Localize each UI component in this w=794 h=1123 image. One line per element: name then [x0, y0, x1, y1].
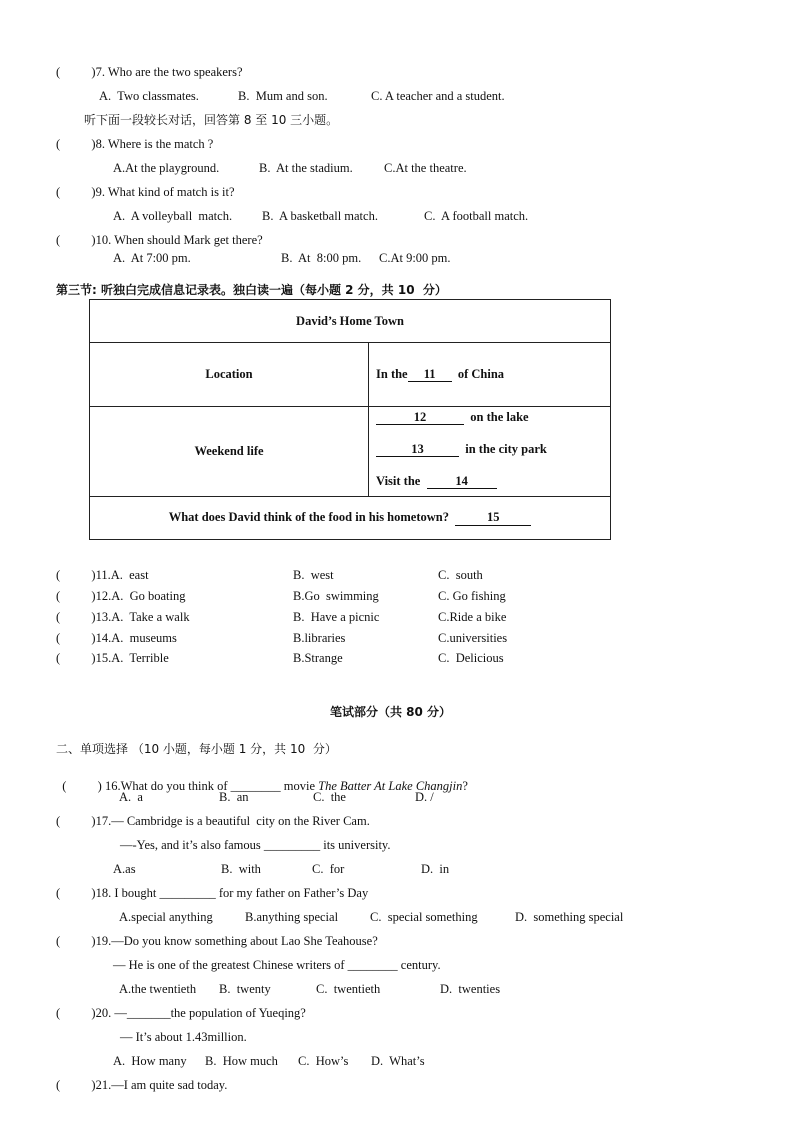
blank-15: 15 — [455, 511, 531, 525]
option-15-b: B.Strange — [293, 651, 343, 665]
question-17-stem: ( )17.— Cambridge is a beautiful city on the River Cam. — [56, 814, 370, 828]
q20-option-a: A. How many — [113, 1054, 187, 1068]
question-21-stem: ( )21.—I am quite sad today. — [56, 1078, 228, 1092]
option-13-b: B. Have a picnic — [293, 610, 380, 624]
q17-option-d: D. in — [421, 862, 450, 876]
q19-option-c: C. twentieth — [316, 982, 381, 996]
q17-option-a: A.as — [113, 862, 136, 876]
long-dialogue-instruction: 听下面一段较长对话，回答第 8 至 10 三小题。 — [84, 113, 339, 127]
question-9-option-a: A. A volleyball match. — [113, 209, 233, 223]
row12-post: on the lake — [470, 410, 529, 424]
q19-option-a: A.the twentieth — [119, 982, 197, 996]
q16-option-b: B. an — [219, 790, 249, 804]
q16-blank: ________ — [230, 778, 281, 793]
location-post: of China — [457, 366, 505, 381]
question-10-option-a: A. At 7:00 pm. — [113, 251, 191, 265]
q17-option-c: C. for — [312, 862, 345, 876]
option-row-14: ( )14.A. museums — [56, 631, 177, 645]
q20-option-d: D. What’s — [371, 1054, 425, 1068]
section3-heading: 第三节: 听独白完成信息记录表。独白读一遍（每小题 2 分，共 10 分） — [56, 283, 447, 297]
blank-11: 11 — [408, 368, 452, 382]
q18-option-c: C. special something — [370, 910, 478, 924]
q16-option-d: D. / — [415, 790, 434, 804]
option-14-b: B.libraries — [293, 631, 346, 645]
question-8-option-b: B. At the stadium. — [259, 161, 353, 175]
written-section-heading: 笔试部分（共 80 分） — [330, 705, 452, 719]
q19-option-b: B. twenty — [219, 982, 271, 996]
option-11-c: C. south — [438, 568, 483, 582]
q16-mid: movie — [280, 778, 319, 793]
option-row-15: ( )15.A. Terrible — [56, 651, 169, 665]
q20-option-c: C. How’s — [298, 1054, 349, 1068]
question-20-stem: ( )20. —_______the population of Yueqing? — [56, 1006, 306, 1020]
question-16-stem — [56, 767, 468, 792]
question-17-line2: —-Yes, and it’s also famous _________ its university. — [120, 838, 391, 852]
q16-option-c: C. the — [313, 790, 346, 804]
location-pre: In the — [376, 366, 408, 381]
q20-option-b: B. How much — [205, 1054, 278, 1068]
question-19-line2: — He is one of the greatest Chinese writers of ________ century. — [113, 958, 441, 972]
question-7-option-b: B. Mum and son. — [238, 89, 328, 103]
question-10-stem: ( )10. When should Mark get there? — [56, 233, 263, 247]
question-20-line2: — It’s about 1.43million. — [120, 1030, 247, 1044]
option-12-c: C. Go fishing — [438, 589, 506, 603]
section2-heading: 二、单项选择 （10 小题，每小题 1 分，共 10 分） — [56, 742, 337, 756]
location-cell — [369, 343, 611, 407]
table-title: David’s Home Town — [90, 300, 611, 343]
question-8-stem: ( )8. Where is the match ? — [56, 137, 214, 151]
option-row-13: ( )13.A. Take a walk — [56, 610, 190, 624]
option-row-12: ( )12.A. Go boating — [56, 589, 186, 603]
question-9-option-b: B. A basketball match. — [262, 209, 378, 223]
question-8-option-a: A.At the playground. — [113, 161, 220, 175]
option-14-c: C.universities — [438, 631, 508, 645]
q18-option-a: A.special anything — [119, 910, 213, 924]
question-9-option-c: C. A football match. — [424, 209, 529, 223]
food-question-cell — [90, 497, 611, 540]
row14-pre: Visit the — [376, 474, 421, 488]
q16-end: ? — [462, 778, 468, 793]
option-15-c: C. Delicious — [438, 651, 504, 665]
q19-option-d: D. twenties — [440, 982, 501, 996]
question-10-option-c: C.At 9:00 pm. — [379, 251, 451, 265]
question-18-stem: ( )18. I bought _________ for my father on Father’s Day — [56, 886, 369, 900]
blank-14: 14 — [427, 475, 497, 489]
q16-prefix: ( ) 16.What do you think of — [62, 778, 231, 793]
question-7-option-c: C. A teacher and a student. — [371, 89, 505, 103]
question-7-option-a: A. Two classmates. — [99, 89, 199, 103]
question-7-stem: ( )7. Who are the two speakers? — [56, 65, 243, 79]
food-question: What does David think of the food in his hometown? — [168, 510, 449, 525]
option-13-c: C.Ride a bike — [438, 610, 507, 624]
q16-option-a: A. a — [119, 790, 143, 804]
question-19-stem: ( )19.—Do you know something about Lao She Teahouse? — [56, 934, 378, 948]
weekend-cell — [369, 407, 611, 497]
row13-post: in the city park — [465, 442, 547, 456]
weekend-label: Weekend life — [90, 407, 369, 497]
q17-option-b: B. with — [221, 862, 261, 876]
q18-option-d: D. something special — [515, 910, 624, 924]
location-label: Location — [90, 343, 369, 407]
blank-13: 13 — [376, 443, 459, 457]
option-12-b: B.Go swimming — [293, 589, 379, 603]
question-9-stem: ( )9. What kind of match is it? — [56, 185, 235, 199]
question-8-option-c: C.At the theatre. — [384, 161, 467, 175]
info-record-table — [89, 299, 611, 540]
q18-option-b: B.anything special — [245, 910, 339, 924]
option-row-11: ( )11.A. east — [56, 568, 149, 582]
question-10-option-b: B. At 8:00 pm. — [281, 251, 362, 265]
q16-movie-title: The Batter At Lake Changjin — [318, 778, 463, 793]
option-11-b: B. west — [293, 568, 334, 582]
blank-12: 12 — [376, 411, 464, 425]
